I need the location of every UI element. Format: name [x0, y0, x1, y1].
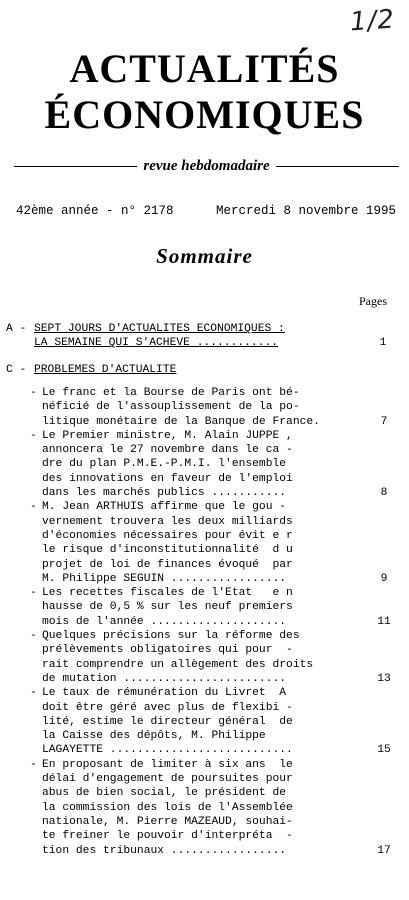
toc-entry	[30, 429, 401, 500]
entry-line: En proposant de limiter à six ans le	[42, 758, 293, 771]
entry-line: des innovations en faveur de l'emploi	[42, 472, 293, 485]
entry-line: projet de loi de finances évoqué par	[42, 558, 293, 571]
entry-line: la commission des lois de l'Assemblée	[42, 801, 293, 814]
entry-page-number: 7	[380, 415, 388, 428]
toc-entries	[30, 386, 401, 858]
entry-line: de mutation ........................	[42, 672, 287, 685]
entry-line: le risque d'inconstitutionnalité d u	[42, 544, 293, 557]
toc-entry	[30, 386, 401, 429]
toc-section-c	[6, 363, 401, 377]
entry-dash: -	[30, 429, 37, 442]
entry-line: délai d'engagement de poursuites pour	[42, 773, 293, 786]
section-title-line: SEPT JOURS D'ACTUALITES ECONOMIQUES :	[34, 323, 285, 335]
masthead-line-1: ACTUALITÉS	[69, 46, 340, 91]
entry-page-number: 9	[380, 572, 388, 585]
subtitle: revue hebdomadaire	[143, 157, 270, 174]
entry-line: la Caisse des dépôts, M. Philippe	[42, 730, 266, 743]
right-rule	[276, 166, 399, 167]
entry-line: hausse de 0,5 % sur les neuf premiers	[42, 601, 293, 614]
entry-line: vernement trouvera les deux milliards	[42, 515, 293, 528]
section-page-number: 1	[379, 337, 387, 350]
issue-info	[16, 204, 396, 218]
section-title	[34, 363, 319, 377]
entry-text	[42, 429, 342, 500]
entry-line: prélèvements obligatoires qui pour -	[42, 644, 293, 657]
entry-line: Le franc et la Bourse de Paris ont bé-	[42, 387, 300, 399]
entry-dash: -	[30, 630, 37, 643]
entry-line: doit être géré avec plus de flexibi -	[42, 701, 293, 714]
entry-line: M. Jean ARTHUIS affirme que le gou -	[42, 501, 287, 514]
masthead-line-2: ÉCONOMIQUES	[44, 92, 365, 137]
entry-text	[42, 586, 342, 629]
masthead	[0, 46, 409, 138]
entry-line: lité, estime le directeur général de	[42, 715, 293, 728]
toc-entry	[30, 686, 401, 757]
entry-page-number: 11	[377, 615, 391, 628]
toc-section-a	[6, 322, 401, 351]
entry-dash: -	[30, 687, 37, 700]
toc-entry	[30, 758, 401, 858]
entry-line: Les recettes fiscales de l'Etat e n	[42, 587, 293, 600]
entry-line: dre du plan P.M.E.-P.M.I. l'ensemble	[42, 458, 287, 471]
section-title	[34, 322, 319, 351]
entry-page-number: 13	[377, 672, 391, 685]
entry-line: abus de bien social, le président de	[42, 787, 287, 800]
entry-text	[42, 686, 342, 757]
sommaire-heading: Sommaire	[156, 244, 253, 268]
entry-line: M. Philippe SEGUIN .................	[42, 572, 287, 585]
entry-line: mois de l'année ....................	[42, 615, 287, 628]
section-letter: C -	[6, 364, 27, 376]
issue-number: 42ème année - n° 2178	[16, 204, 174, 218]
toc-entry	[30, 629, 401, 686]
entry-text	[42, 629, 342, 686]
subtitle-row	[14, 156, 399, 176]
entry-line: LAGAYETTE ...........................	[42, 744, 293, 757]
entry-text	[42, 386, 342, 429]
pages-column-header: Pages	[359, 294, 387, 308]
section-title-line: PROBLEMES D'ACTUALITE	[34, 364, 177, 376]
entry-dash: -	[30, 387, 37, 399]
entry-line: te freiner le pouvoir d'interpréta -	[42, 830, 293, 843]
entry-page-number: 8	[380, 487, 388, 500]
section-title-line: LA SEMAINE QUI S'ACHEVE ............	[34, 337, 279, 350]
entry-line: annoncera le 27 novembre dans le ca -	[42, 444, 293, 457]
entry-text	[42, 758, 342, 858]
entry-line: nationale, M. Pierre MAZEAUD, souhai-	[42, 815, 293, 828]
entry-line: d'économies nécessaires pour évit e r	[42, 529, 293, 542]
handwritten-page-annotation: 1/2	[349, 4, 396, 38]
entry-line: litique monétaire de la Banque de France.	[42, 415, 320, 428]
issue-date: Mercredi 8 novembre 1995	[215, 204, 396, 218]
entry-text	[42, 500, 342, 586]
entry-line: Le taux de rémunération du Livret A	[42, 687, 287, 700]
entry-line: Le Premier ministre, M. Alain JUPPE ,	[42, 429, 293, 442]
section-letter: A -	[6, 323, 27, 335]
entry-line: rait comprendre un allègement des droits	[42, 658, 314, 671]
left-rule	[14, 166, 137, 167]
entry-line: tion des tribunaux .................	[42, 844, 287, 857]
toc-entry	[30, 586, 401, 629]
entry-page-number: 17	[377, 844, 391, 857]
entry-dash: -	[30, 501, 37, 514]
entry-line: néficié de l'assouplissement de la po-	[42, 401, 300, 414]
toc-entry	[30, 500, 401, 586]
entry-dash: -	[30, 587, 37, 600]
entry-line: Quelques précisions sur la réforme des	[42, 630, 300, 643]
entry-page-number: 15	[377, 744, 391, 757]
entry-line: dans les marchés publics ...........	[42, 487, 287, 500]
entry-dash: -	[30, 758, 37, 771]
